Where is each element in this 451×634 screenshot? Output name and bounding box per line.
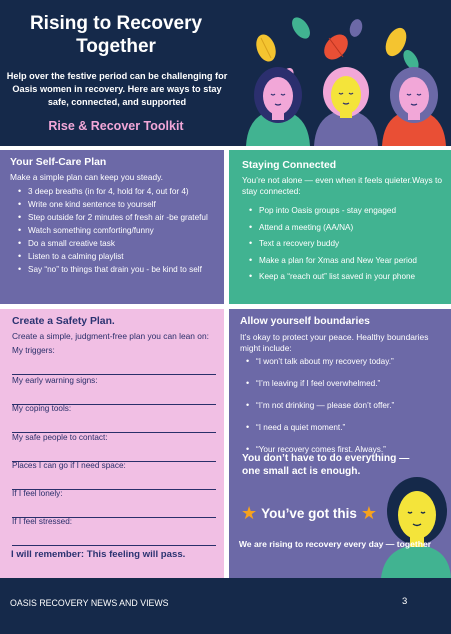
safe-people-field[interactable] — [12, 432, 216, 462]
leaf-icon — [348, 18, 364, 38]
field-label: If I feel stressed: — [12, 517, 73, 526]
women-illustration — [236, 0, 451, 146]
field-label: My triggers: — [12, 346, 55, 355]
leaf-icon — [288, 14, 313, 42]
list-item: • “I’m not drinking — please don’t offer.” — [244, 400, 444, 411]
list-item: • “Your recovery comes first. Always.” — [244, 444, 444, 455]
staying-connected-subtitle: You’re not alone — even when it feels quieter.Ways to stay connected: — [242, 175, 443, 196]
remember-statement: I will remember: This feeling will pass. — [11, 549, 186, 560]
newsletter-name: OASIS RECOVERY NEWS AND VIEWS — [10, 598, 169, 608]
woman-avatar-illustration — [379, 469, 451, 578]
early-warning-signs-field[interactable] — [12, 375, 216, 405]
field-label: Places I can go if I need space: — [12, 461, 126, 470]
leaf-icon — [319, 30, 352, 64]
self-care-list — [16, 186, 222, 277]
coping-tools-field[interactable] — [12, 403, 216, 433]
field-label: My coping tools: — [12, 404, 72, 413]
list-item: • 3 deep breaths (in for 4, hold for 4, out for 4) — [16, 186, 222, 197]
boundaries-panel — [229, 309, 451, 578]
places-field[interactable] — [12, 460, 216, 490]
list-item: • Write one kind sentence to yourself — [16, 199, 222, 210]
safety-plan-subtitle: Create a simple, judgment-free plan you can lean on: — [12, 331, 209, 341]
self-care-subtitle: Make a simple plan can keep you steady. — [10, 172, 164, 182]
stressed-field[interactable] — [12, 516, 216, 546]
list-item: • Pop into Oasis groups - stay engaged — [247, 205, 447, 216]
boundaries-list — [244, 356, 444, 466]
page-title — [0, 12, 232, 58]
got-this-banner — [241, 504, 377, 522]
title-line-1: Rising to Recovery — [29, 13, 203, 34]
list-item: • “I won’t talk about my recovery today.” — [244, 356, 444, 367]
list-item: • Make a plan for Xmas and New Year period — [247, 255, 447, 266]
footer-bar — [0, 578, 451, 634]
list-item: • “I’m leaving if I feel overwhelmed.” — [244, 378, 444, 389]
safety-plan-panel — [0, 309, 224, 578]
list-item: • Listen to a calming playlist — [16, 251, 222, 262]
star-icon: ★ — [241, 503, 258, 523]
triggers-field[interactable] — [12, 345, 216, 375]
field-label: If I feel lonely: — [12, 489, 63, 498]
staying-connected-heading: Staying Connected — [242, 160, 337, 171]
list-item: • Text a recovery buddy — [247, 238, 447, 249]
boundaries-heading: Allow yourself boundaries — [240, 316, 370, 327]
header-banner — [0, 0, 451, 146]
rising-together-text: We are rising to recovery every day — together — [238, 539, 432, 549]
field-label: My early warning signs: — [12, 376, 98, 385]
woman-3-figure — [382, 67, 446, 146]
list-item: • Step outside for 2 minutes of fresh air -be grateful — [16, 212, 222, 223]
list-item: • Keep a “reach out” list saved in your phone — [247, 271, 447, 282]
leaf-icon — [253, 32, 279, 64]
self-care-heading: Your Self-Care Plan — [10, 157, 107, 168]
lonely-field[interactable] — [12, 488, 216, 518]
list-item: • Watch something comforting/funny — [16, 225, 222, 236]
encouragement-text: You don’t have to do everything — one small act is enough. — [242, 453, 410, 477]
write-line — [12, 545, 216, 546]
self-care-panel — [0, 150, 224, 304]
star-icon: ★ — [360, 503, 378, 523]
list-item: • Say “no” to things that drain you - be kind to self — [16, 264, 222, 275]
intro-text: Help over the festive period can be challenging for Oasis women in recovery. Here are ways to stay safe, connected, and supported — [6, 71, 228, 107]
toolkit-heading: Rise & Recover Toolkit — [48, 119, 184, 133]
list-item: • Attend a meeting (AA/NA) — [247, 222, 447, 233]
boundaries-subtitle: It’s okay to protect your peace. Healthy boundaries might include: — [240, 332, 429, 353]
woman-2-figure — [314, 67, 378, 146]
staying-connected-panel — [229, 150, 451, 304]
staying-connected-list — [247, 205, 447, 288]
title-line-2: Together — [76, 36, 156, 57]
list-item: • “I need a quiet moment.” — [244, 422, 444, 433]
page-number: 3 — [402, 596, 408, 607]
safety-plan-heading: Create a Safety Plan. — [12, 316, 115, 327]
woman-1-figure — [246, 67, 310, 146]
list-item: • Do a small creative task — [16, 238, 222, 249]
field-label: My safe people to contact: — [12, 433, 108, 442]
got-this-text: You’ve got this — [261, 505, 357, 521]
